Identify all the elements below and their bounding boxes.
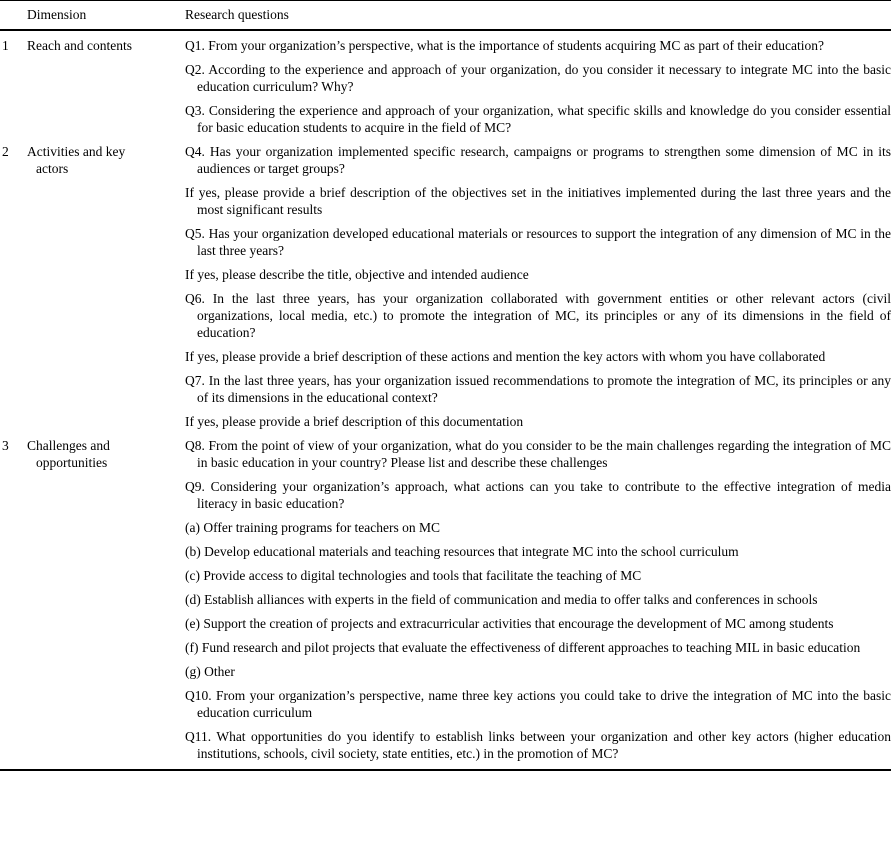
question-paragraph-q5: Q5. Has your organization developed educational materials or resources to support the integration of any dimension of MC in the last three years? [185,226,891,258]
question-paragraph-q4: Q4. Has your organization implemented specific research, campaigns or programs to strengthen some dimension of MC in its audiences or target groups? [185,144,891,176]
question-paragraph-q7: Q7. In the last three years, has your organization issued recommendations to promote the integration of MC, its principles or any of its dimensions in the educational context? [185,373,891,405]
question-paragraph-q10: Q10. From your organization’s perspective, name three key actions you could take to drive the integration of MC into the basic education curriculum [185,688,891,720]
table-row-challenges-and-opportunities [0,437,891,769]
question-paragraph-q6-followup: If yes, please provide a brief description of these actions and mention the key actors with whom you have collaborated [185,349,826,364]
option-paragraph-b: (b) Develop educational materials and teaching resources that integrate MC into the school curriculum [185,544,739,559]
column-header-dimension [27,6,185,23]
questions-cell [185,143,891,437]
dimension-label: Activities and key actors [27,144,126,176]
dimension-cell [27,37,185,54]
row-number: 1 [2,38,9,53]
question-paragraph-q1: Q1. From your organization’s perspective, what is the importance of students acquiring MC as part of their education? [185,38,824,53]
column-header-research-questions: Research questions [185,7,289,22]
option-paragraph-d: (d) Establish alliances with experts in the field of communication and media to offer talks and conferences in schools [185,592,818,607]
option-paragraph-g: (g) Other [185,664,235,679]
dimension-cell [27,437,185,471]
question-paragraph-q4-followup: If yes, please provide a brief description of the objectives set in the initiatives implemented during the last three years and the most significant results [185,185,891,217]
dimension-label: Challenges and opportunities [27,438,110,470]
question-paragraph-q7-followup: If yes, please provide a brief description of this documentation [185,414,524,429]
question-paragraph-q9: Q9. Considering your organization’s approach, what actions can you take to contribute to the effective integration of media literacy in basic education? [185,479,891,511]
table-body [0,31,891,769]
header-number-cell [0,6,27,23]
option-paragraph-c: (c) Provide access to digital technologies and tools that facilitate the teaching of MC [185,568,642,583]
dimension-label: Reach and contents [27,38,132,53]
question-paragraph-q5-followup: If yes, please describe the title, objective and intended audience [185,267,529,282]
table-row-reach-and-contents [0,37,891,143]
question-paragraph-q2: Q2. According to the experience and approach of your organization, do you consider it necessary to integrate MC into the basic education curriculum? Why? [185,62,891,94]
question-paragraph-q6: Q6. In the last three years, has your organization collaborated with government entities or other relevant actors (civil organizations, local media, etc.) to promote the integration of MC, its principles or any of its dimensions in the field of education? [185,291,891,340]
option-paragraph-e: (e) Support the creation of projects and extracurricular activities that encourage the development of MC among students [185,616,834,631]
table-header-row [0,1,891,31]
option-paragraph-a: (a) Offer training programs for teachers on MC [185,520,441,535]
dimension-cell [27,143,185,177]
table-row-activities-and-key-actors [0,143,891,437]
option-paragraph-f: (f) Fund research and pilot projects that evaluate the effectiveness of different approaches to teaching MIL in basic education [185,640,861,655]
questions-cell [185,37,891,143]
row-number: 2 [2,144,9,159]
row-number: 3 [2,438,9,453]
question-paragraph-q3: Q3. Considering the experience and approach of your organization, what specific skills and knowledge do you consider essential for basic education students to acquire in the field of MC? [185,103,891,135]
question-paragraph-q8: Q8. From the point of view of your organization, what do you consider to be the main challenges regarding the integration of MC in basic education in your country? Please list and describe these challenges [185,438,891,470]
column-header-dimension-label: Dimension [27,7,87,22]
questions-cell [185,437,891,769]
question-paragraph-q11: Q11. What opportunities do you identify to establish links between your organization and other key actors (higher education institutions, schools, civil society, state entities, etc.) in the promotion of MC? [185,729,891,761]
